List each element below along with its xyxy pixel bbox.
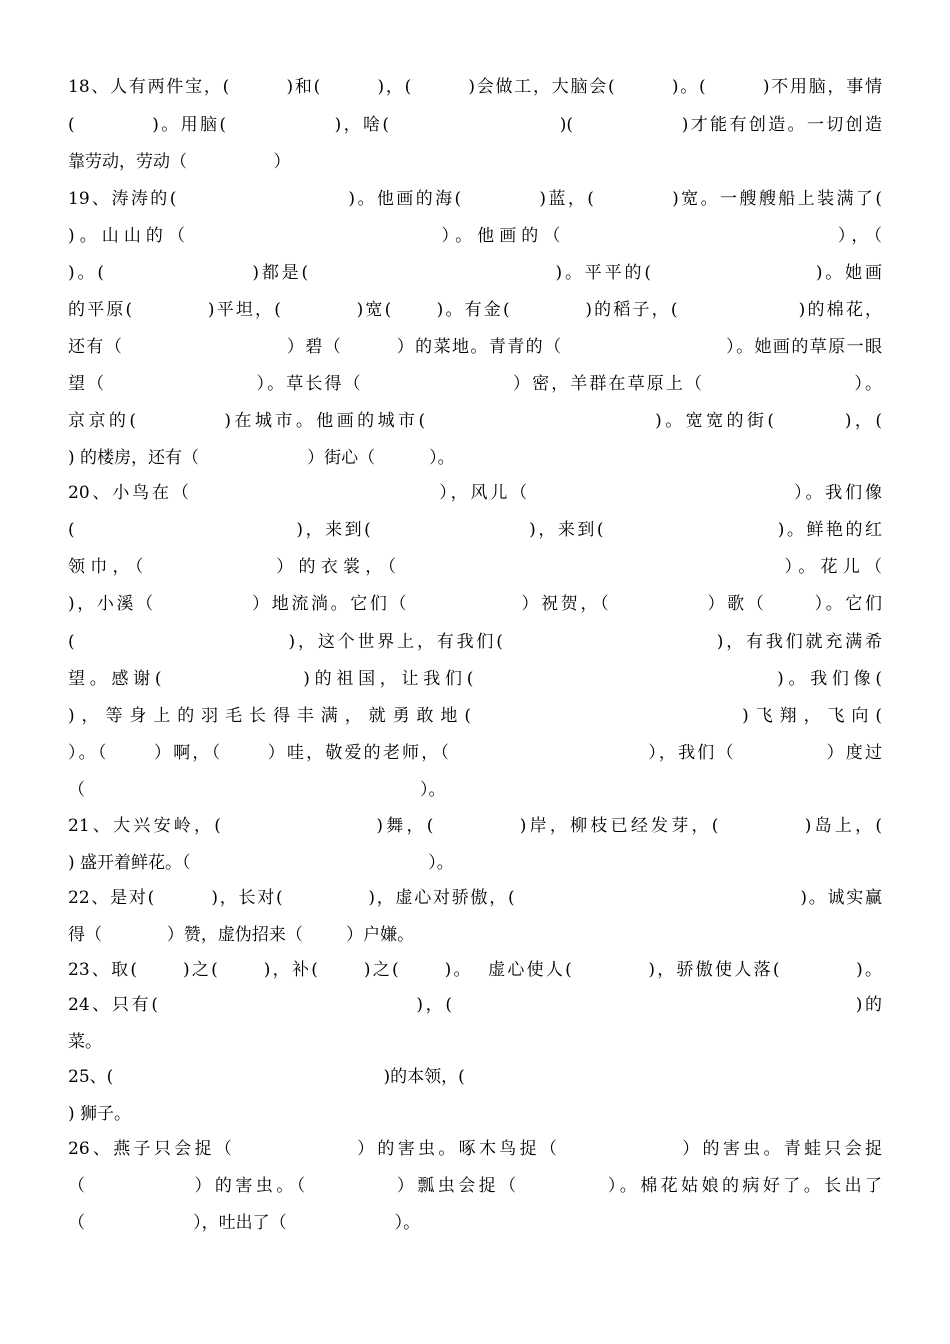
line-q19-6: 望（ ）。草长得（ ）密，羊群在草原上（ ）。	[68, 374, 882, 394]
line-q22-1: 22、是对( )，长对( )，虚心对骄傲，( )。诚实赢	[68, 888, 882, 908]
line-q20-7: )，等身上的羽毛长得丰满，就勇敢地( )飞翔，飞向(	[68, 706, 882, 726]
line-q26-1: 26、燕子只会捉（ ）的害虫。啄木鸟捉（ ）的害虫。青蛙只会捉	[68, 1139, 882, 1159]
line-q20-5: ( )，这个世界上，有我们( )，有我们就充满希	[68, 632, 882, 652]
line-q19-8: ) 的楼房，还有（ ）街心（ ）。	[68, 448, 455, 468]
line-q26-2: （ ）的害虫。（ ）瓢虫会捉（ ）。棉花姑娘的病好了。长出了	[68, 1176, 882, 1196]
line-q20-8: ）。（ ）啊，（ ）哇，敬爱的老师，（ ），我们（ ）度过	[68, 743, 882, 763]
line-q23: 23、取( )之( )，补( )之( )。 虚心使人( )，骄傲使人落( )。	[68, 960, 882, 980]
line-q20-2: ( )，来到( )，来到( )。鲜艳的红	[68, 520, 882, 540]
line-q18-2: ( )。用脑( )，啥( )( )才能有创造。一切创造	[68, 115, 882, 135]
line-q20-6: 望。感谢( )的祖国，让我们( )。我们像(	[68, 669, 882, 689]
line-q25-1: 25、( )的本领，(	[68, 1067, 465, 1087]
line-q19-3: )。( )都是( )。平平的( )。她画	[68, 263, 882, 283]
line-q19-1: 19、涛涛的( )。他画的海( )蓝，( )宽。一艘艘船上装满了(	[68, 189, 882, 209]
line-q20-4: )，小溪（ ）地流淌。它们（ ）祝贺，（ ）歌（ ）。它们	[68, 594, 882, 614]
line-q21-2: ) 盛开着鲜花。（ ）。	[68, 853, 454, 873]
line-q19-7: 京京的( )在城市。他画的城市( )。宽宽的街( )，(	[68, 411, 882, 431]
line-q25-2: ) 狮子。	[68, 1104, 132, 1124]
line-q20-3: 领巾，（ ）的衣裳，（ ）。花儿（	[68, 557, 882, 577]
line-q26-3: （ ），吐出了（ ）。	[68, 1213, 421, 1233]
line-q21-1: 21、大兴安岭，( )舞，( )岸，柳枝已经发芽，( )岛上，(	[68, 816, 882, 836]
line-q22-2: 得（ ）赞，虚伪招来（ ）户嫌。	[68, 925, 415, 945]
line-q18-1: 18、人有两件宝，( )和( )，( )会做工，大脑会( )。( )不用脑，事情	[68, 77, 882, 97]
line-q20-1: 20、小鸟在（ ），风儿（ ）。我们像	[68, 483, 882, 503]
line-q24-2: 菜。	[68, 1032, 102, 1052]
line-q20-9: （ ）。	[68, 780, 446, 800]
line-q18-3: 靠劳动，劳动（ ）	[68, 152, 291, 172]
line-q19-5: 还有（ ）碧（ ）的菜地。青青的（ ）。她画的草原一眼	[68, 337, 882, 357]
line-q19-4: 的平原( )平坦，( )宽( )。有金( )的稻子，( )的棉花，	[68, 300, 882, 320]
line-q19-2: )。山山的（ ）。他画的（ ），（	[68, 226, 882, 246]
line-q24-1: 24、只有( )，( )的	[68, 995, 882, 1015]
